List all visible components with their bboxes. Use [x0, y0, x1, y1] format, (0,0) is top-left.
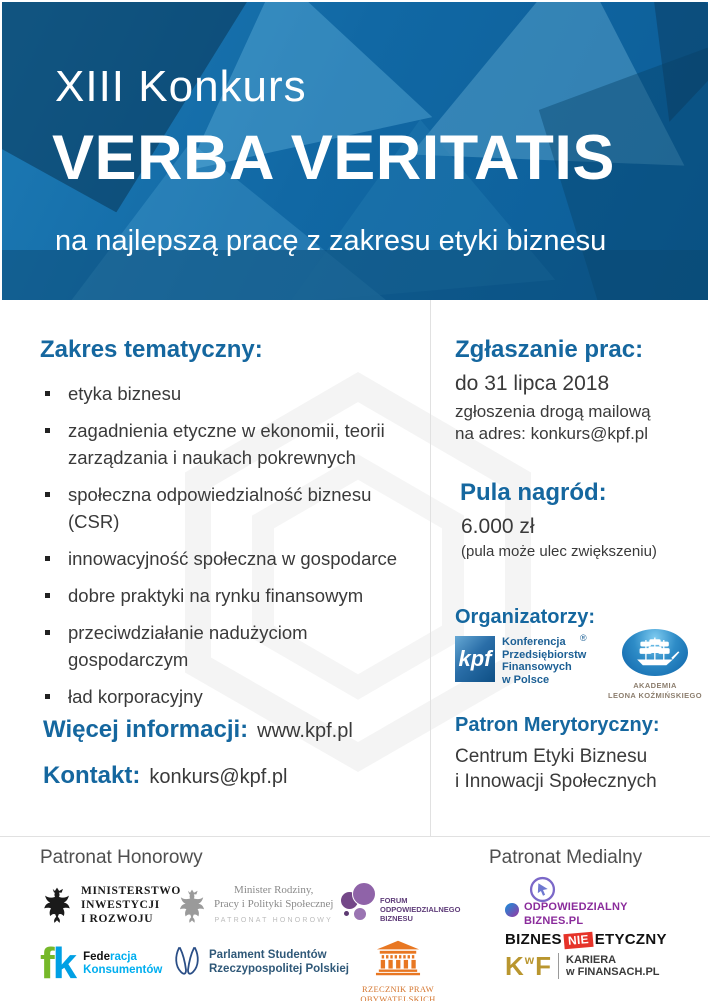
- contact-email: konkurs@kpf.pl: [149, 766, 288, 788]
- patron-line: i Innowacji Społecznych: [455, 771, 657, 792]
- submission-heading: Zgłaszanie prac:: [455, 336, 644, 363]
- ministry-name-line: MINISTERSTWO: [81, 885, 181, 897]
- biznes-nieetyczny-logo: [505, 931, 667, 948]
- list-item: innowacyjność społeczna w gospodarce: [40, 545, 425, 572]
- psrp-emblem-icon: [172, 944, 202, 980]
- submission-note-line1: zgłoszenia drogą mailową: [455, 402, 651, 421]
- website-url: www.kpf.pl: [257, 720, 353, 742]
- patron-text: [455, 744, 657, 794]
- submission-deadline: do 31 lipca 2018: [455, 372, 610, 395]
- kpf-name-line: Konferencja: [502, 636, 566, 648]
- alk-logo: [600, 629, 710, 700]
- eagle-icon: [40, 885, 74, 925]
- poster-subtitle: na najlepszą pracę z zakresu etyki biznesu: [55, 225, 607, 257]
- contact-label: Kontakt:: [43, 762, 141, 789]
- kpf-logo-text: [502, 633, 587, 686]
- kwf-mark: F: [535, 951, 552, 981]
- fob-name-line: BIZNESU: [380, 914, 413, 923]
- alk-caption-line: LEONA KOŹMIŃSKIEGO: [607, 690, 702, 700]
- list-item: ład korporacyjny: [40, 683, 425, 710]
- rpo-logo: [328, 940, 468, 1001]
- kwf-name-line: w FINANSACH.PL: [566, 966, 660, 978]
- list-item: społeczna odpowiedzialność biznesu (CSR): [40, 481, 425, 535]
- fob-name-line: ODPOWIEDZIALNEGO: [380, 905, 461, 914]
- ship-icon: [629, 635, 681, 671]
- nie-badge: NIE: [563, 932, 593, 949]
- list-item: przeciwdziałanie nadużyciom gospodarczym: [40, 619, 425, 673]
- kwf-divider: [558, 953, 559, 979]
- ob-name-line: BIZNES.PL: [524, 914, 584, 927]
- kpf-name-line: Finansowych: [502, 661, 572, 673]
- organizers-heading: Organizatorzy:: [455, 606, 596, 628]
- patron-line: Centrum Etyki Biznesu: [455, 746, 648, 767]
- psrp-name-line: Rzeczypospolitej Polskiej: [209, 963, 349, 975]
- ministry-name-line: Minister Rodziny,: [234, 884, 314, 896]
- kpf-logo-mark: kpf: [455, 636, 495, 682]
- bne-part1: BIZNES: [505, 931, 562, 948]
- contact-row: [43, 762, 287, 790]
- fob-logo: [340, 882, 460, 926]
- more-info-row: [43, 716, 353, 744]
- kpf-name-line: Przedsiębiorstw: [502, 648, 587, 661]
- fob-name-line: FORUM: [380, 896, 408, 905]
- alk-caption: [600, 681, 710, 700]
- federacja-name-line2: Konsumentów: [83, 964, 163, 976]
- topics-heading: Zakres tematyczny:: [40, 336, 263, 363]
- ministry-name-line: I ROZWOJU: [81, 913, 154, 925]
- circles-icon: [340, 882, 376, 926]
- ministry-family-logo: [176, 884, 333, 928]
- globe-icon: [505, 903, 519, 917]
- topics-list: [40, 380, 425, 720]
- alk-oval: [622, 629, 688, 676]
- honorary-patronage-heading: Patronat Honorowy: [40, 847, 203, 868]
- ob-name-line: ODPOWIEDZIALNY: [524, 901, 628, 913]
- odpowiedzialny-biznes-logo: [505, 876, 645, 926]
- eagle-icon: [176, 887, 208, 925]
- media-patronage-heading: Patronat Medialny: [489, 847, 643, 868]
- kwf-mark-small: w: [524, 953, 535, 967]
- ministry-investment-name: [81, 884, 181, 926]
- submission-note: [455, 401, 651, 445]
- alk-caption-line: AKADEMIA: [633, 681, 677, 690]
- federacja-konsumentow-logo: [40, 939, 163, 988]
- odpowiedzialny-biznes-name: [524, 901, 628, 928]
- kpf-name-line: w Polsce: [502, 673, 550, 686]
- kwf-logo: [505, 953, 660, 979]
- federacja-name: [83, 951, 162, 977]
- cursor-circle-icon: [529, 876, 556, 903]
- list-item: dobre praktyki na rynku finansowym: [40, 582, 425, 609]
- kwf-mark: K: [505, 951, 524, 981]
- prize-note: (pula może ulec zwiększeniu): [461, 543, 657, 560]
- rpo-caption: RZECZNIK PRAW OBYWATELSKICH: [360, 984, 436, 1001]
- ministry-name-line: Pracy i Polityki Społecznej: [214, 897, 334, 910]
- poster-title: VERBA VERITATIS: [52, 123, 615, 193]
- kpf-logo: [455, 633, 587, 686]
- edition-line: XIII Konkurs: [55, 62, 307, 111]
- federacja-name-line1: Federacja: [83, 951, 137, 963]
- submission-note-line2: na adres: konkurs@kpf.pl: [455, 424, 649, 443]
- kwf-name: [566, 954, 660, 979]
- prize-heading: Pula nagród:: [460, 479, 607, 506]
- building-icon: [375, 940, 421, 976]
- psrp-name-line: Parlament Studentów: [209, 949, 327, 961]
- fob-name: [380, 896, 460, 923]
- ministry-patronage-label: PATRONAT HONOROWY: [214, 917, 333, 924]
- ministry-investment-logo: [40, 884, 181, 926]
- psrp-logo: [172, 944, 349, 980]
- prize-amount: 6.000 zł: [461, 515, 535, 538]
- more-info-label: Więcej informacji:: [43, 716, 249, 743]
- kwf-name-line: KARIERA: [566, 953, 617, 966]
- patron-heading: Patron Merytoryczny:: [455, 714, 660, 736]
- registered-mark-icon: ®: [580, 633, 587, 643]
- ministry-name-line: INWESTYCJI: [81, 899, 160, 911]
- list-item: etyka biznesu: [40, 380, 425, 407]
- ministry-family-name: [214, 884, 333, 928]
- fk-mark-icon: fk: [40, 939, 76, 988]
- list-item: zagadnienia etyczne w ekonomii, teorii zarządzania i naukach pokrewnych: [40, 417, 425, 471]
- bne-part2: ETYCZNY: [594, 931, 667, 948]
